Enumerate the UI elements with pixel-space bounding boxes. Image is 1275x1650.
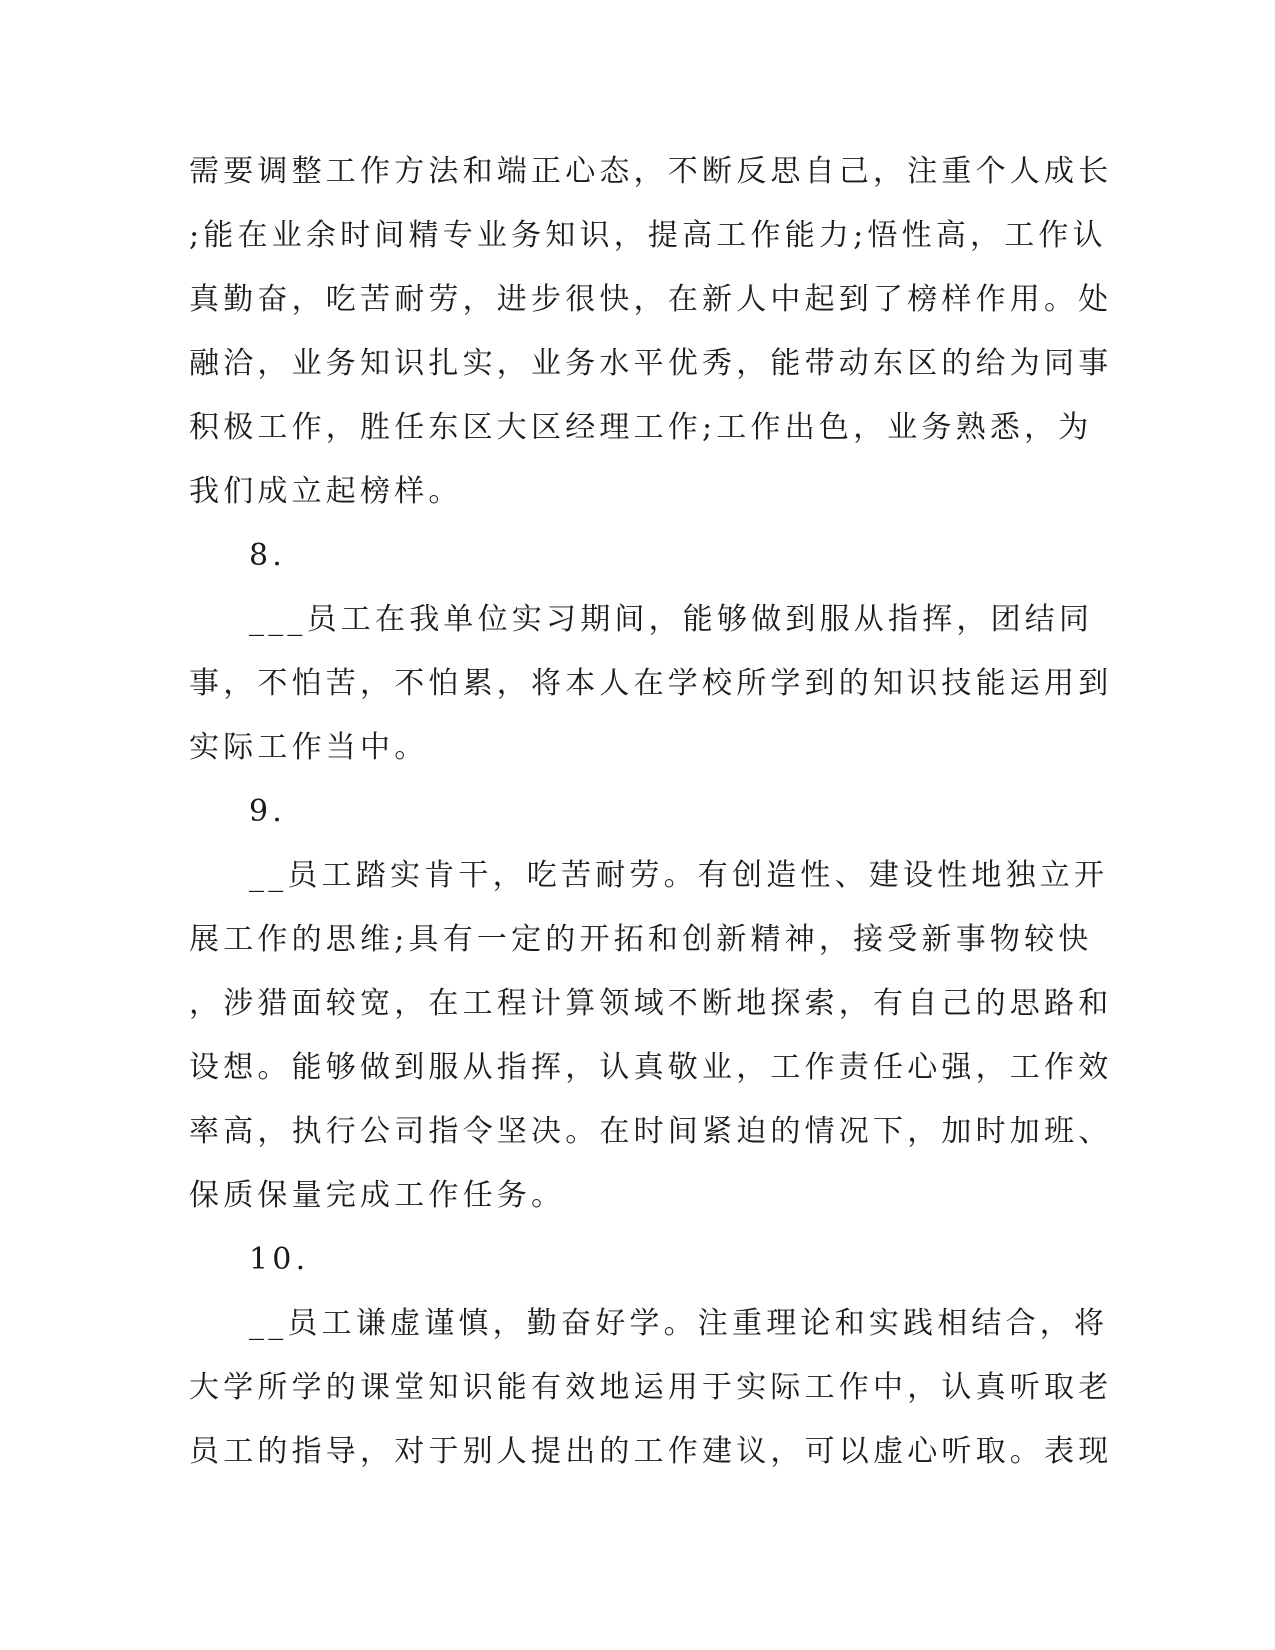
text-line: __员工谦虚谨慎，勤奋好学。注重理论和实践相结合，将 <box>249 1306 1109 1341</box>
item-number: 8. <box>249 538 287 573</box>
item-number: 10. <box>249 1242 310 1277</box>
text-line: 我们成立起榜样。 <box>189 474 463 509</box>
text-line: ___员工在我单位实习期间，能够做到服从指挥，团结同 <box>249 602 1094 637</box>
text-line: 真勤奋，吃苦耐劳，进步很快，在新人中起到了榜样作用。处 <box>189 282 1113 317</box>
document-body <box>189 140 1113 1484</box>
text-line: 事，不怕苦，不怕累，将本人在学校所学到的知识技能运用到 <box>189 666 1113 701</box>
text-line: 率高，执行公司指令坚决。在时间紧迫的情况下，加时加班、 <box>189 1114 1113 1149</box>
text-line: ，涉猎面较宽，在工程计算领域不断地探索，有自己的思路和 <box>189 986 1113 1021</box>
text-line: 积极工作，胜任东区大区经理工作;工作出色，业务熟悉，为 <box>189 410 1093 445</box>
text-line: ;能在业余时间精专业务知识，提高工作能力;悟性高，工作认 <box>189 218 1107 253</box>
text-line: 需要调整工作方法和端正心态，不断反思自己，注重个人成长 <box>189 154 1113 189</box>
text-line: 员工的指导，对于别人提出的工作建议，可以虚心听取。表现 <box>189 1434 1113 1469</box>
text-line: 大学所学的课堂知识能有效地运用于实际工作中，认真听取老 <box>189 1370 1113 1405</box>
item-number: 9. <box>249 794 287 829</box>
text-line: __员工踏实肯干，吃苦耐劳。有创造性、建设性地独立开 <box>249 858 1109 893</box>
text-line: 展工作的思维;具有一定的开拓和创新精神，接受新事物较快 <box>189 922 1093 957</box>
text-line: 保质保量完成工作任务。 <box>189 1178 566 1213</box>
text-line: 设想。能够做到服从指挥，认真敬业，工作责任心强，工作效 <box>189 1050 1113 1085</box>
text-line: 实际工作当中。 <box>189 730 429 765</box>
text-line: 融洽，业务知识扎实，业务水平优秀，能带动东区的给为同事 <box>189 346 1113 381</box>
